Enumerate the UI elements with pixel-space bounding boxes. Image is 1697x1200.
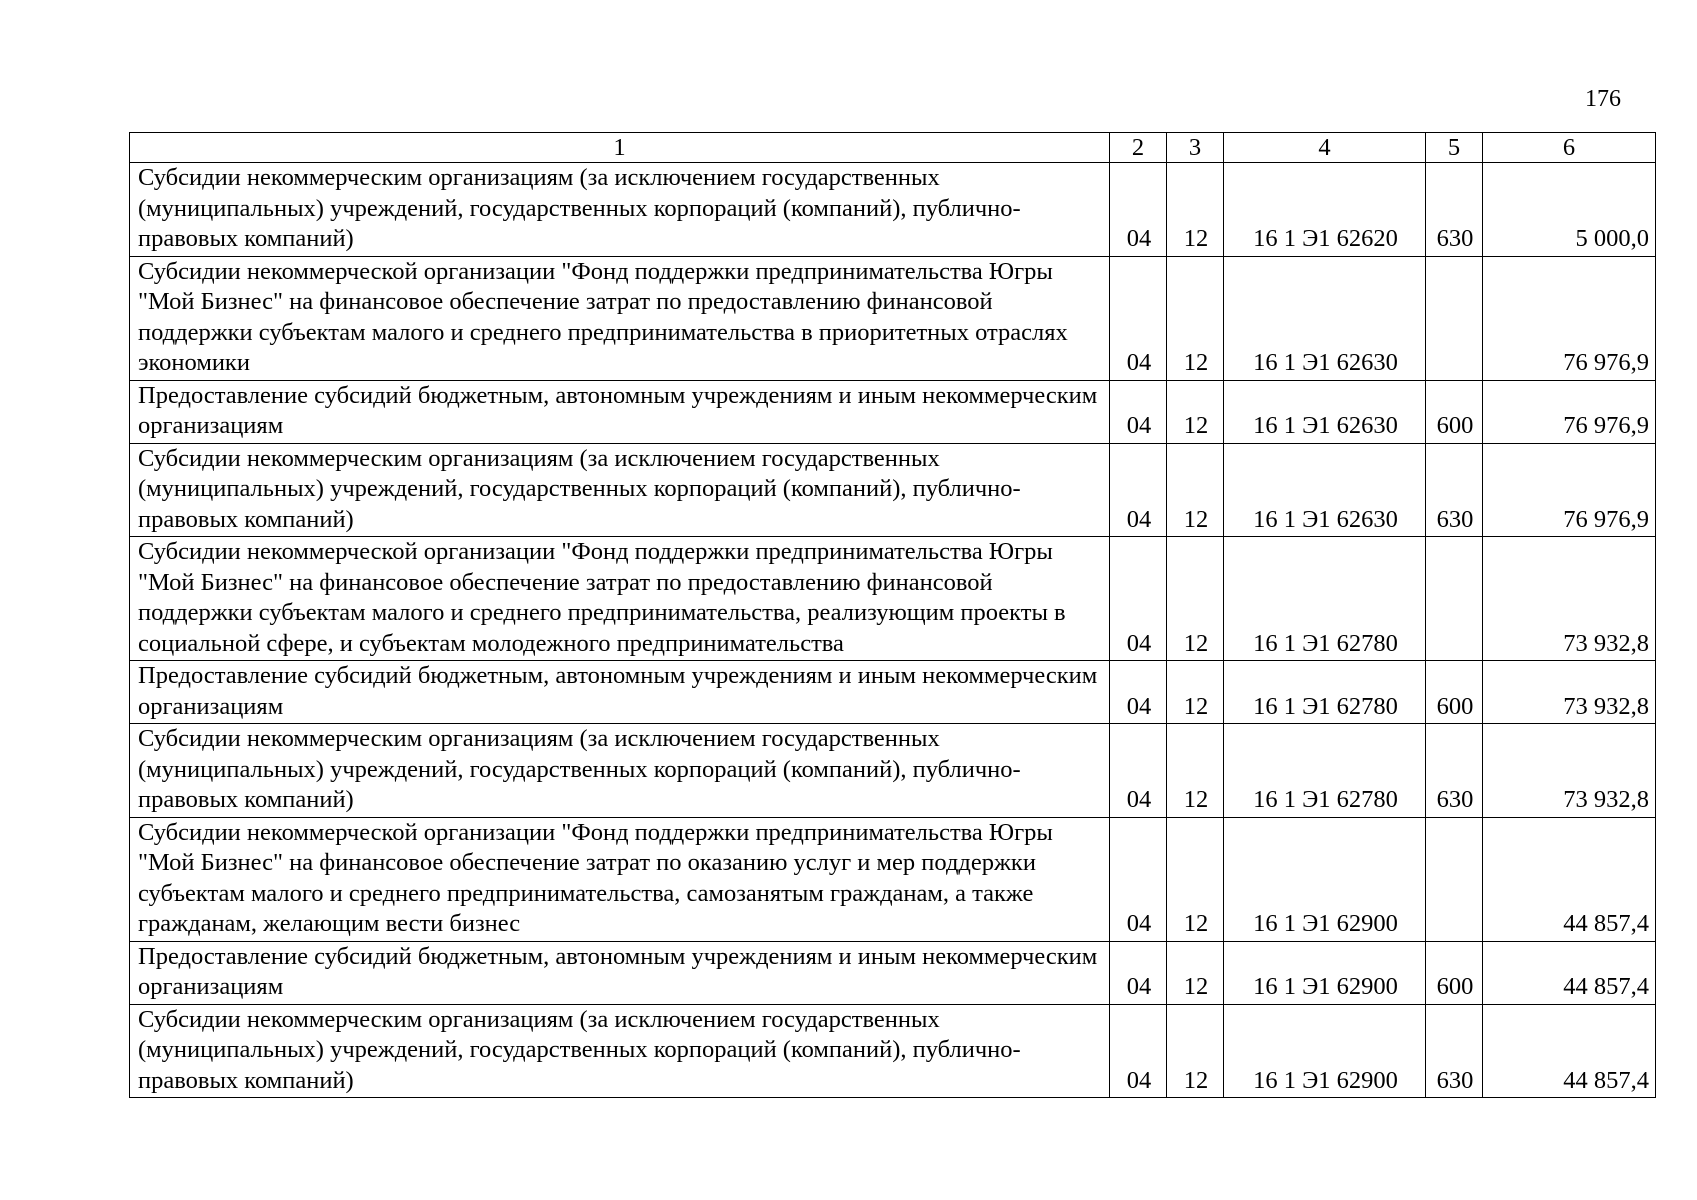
table-row	[130, 163, 1656, 257]
row-subsection: 12	[1167, 1004, 1224, 1098]
table-row	[130, 661, 1656, 724]
row-section: 04	[1110, 1004, 1167, 1098]
column-header: 5	[1426, 133, 1483, 163]
row-expense-type	[1426, 256, 1483, 380]
row-subsection: 12	[1167, 537, 1224, 661]
row-name: Субсидии некоммерческим организациям (за исключением государственных (муниципальных) учреждений, государственных корпораций (компаний), публично-правовых компаний)	[130, 724, 1110, 818]
table-row	[130, 256, 1656, 380]
row-target-article: 16 1 Э1 62630	[1224, 256, 1426, 380]
row-name: Субсидии некоммерческой организации "Фонд поддержки предпринимательства Югры "Мой Бизнес" на финансовое обеспечение затрат по предоставлению финансовой поддержки субъектам малого и среднего предпринимательства в приоритетных отраслях экономики	[130, 256, 1110, 380]
row-target-article: 16 1 Э1 62620	[1224, 163, 1426, 257]
column-header: 1	[130, 133, 1110, 163]
column-header: 2	[1110, 133, 1167, 163]
table-row	[130, 1004, 1656, 1098]
row-amount: 73 932,8	[1483, 661, 1656, 724]
row-subsection: 12	[1167, 380, 1224, 443]
row-expense-type: 600	[1426, 380, 1483, 443]
row-section: 04	[1110, 661, 1167, 724]
row-expense-type: 600	[1426, 661, 1483, 724]
budget-table	[129, 132, 1656, 1098]
row-section: 04	[1110, 724, 1167, 818]
row-subsection: 12	[1167, 941, 1224, 1004]
row-name: Предоставление субсидий бюджетным, автономным учреждениям и иным некоммерческим организациям	[130, 941, 1110, 1004]
row-amount: 73 932,8	[1483, 724, 1656, 818]
row-section: 04	[1110, 380, 1167, 443]
row-amount: 44 857,4	[1483, 941, 1656, 1004]
row-amount: 76 976,9	[1483, 256, 1656, 380]
column-header: 4	[1224, 133, 1426, 163]
row-expense-type: 630	[1426, 163, 1483, 257]
row-name: Предоставление субсидий бюджетным, автономным учреждениям и иным некоммерческим организациям	[130, 380, 1110, 443]
row-target-article: 16 1 Э1 62780	[1224, 537, 1426, 661]
row-expense-type: 630	[1426, 724, 1483, 818]
table-row	[130, 443, 1656, 537]
row-subsection: 12	[1167, 163, 1224, 257]
row-amount: 44 857,4	[1483, 817, 1656, 941]
column-header: 3	[1167, 133, 1224, 163]
page-number: 176	[1585, 86, 1621, 112]
table-row	[130, 537, 1656, 661]
row-target-article: 16 1 Э1 62630	[1224, 380, 1426, 443]
row-amount: 73 932,8	[1483, 537, 1656, 661]
row-section: 04	[1110, 817, 1167, 941]
row-section: 04	[1110, 163, 1167, 257]
row-name: Субсидии некоммерческой организации "Фонд поддержки предпринимательства Югры "Мой Бизнес" на финансовое обеспечение затрат по предоставлению финансовой поддержки субъектам малого и среднего предпринимательства, реализующим проекты в социальной сфере, и субъектам молодежного предпринимательства	[130, 537, 1110, 661]
row-section: 04	[1110, 443, 1167, 537]
row-expense-type	[1426, 817, 1483, 941]
row-target-article: 16 1 Э1 62900	[1224, 817, 1426, 941]
row-section: 04	[1110, 537, 1167, 661]
table-row	[130, 724, 1656, 818]
row-target-article: 16 1 Э1 62630	[1224, 443, 1426, 537]
column-header: 6	[1483, 133, 1656, 163]
row-target-article: 16 1 Э1 62780	[1224, 661, 1426, 724]
row-amount: 76 976,9	[1483, 380, 1656, 443]
table-row	[130, 941, 1656, 1004]
row-amount: 5 000,0	[1483, 163, 1656, 257]
row-subsection: 12	[1167, 817, 1224, 941]
row-name: Субсидии некоммерческим организациям (за исключением государственных (муниципальных) учреждений, государственных корпораций (компаний), публично-правовых компаний)	[130, 443, 1110, 537]
row-expense-type: 630	[1426, 1004, 1483, 1098]
row-expense-type: 600	[1426, 941, 1483, 1004]
row-amount: 76 976,9	[1483, 443, 1656, 537]
row-section: 04	[1110, 941, 1167, 1004]
table-row	[130, 380, 1656, 443]
row-subsection: 12	[1167, 443, 1224, 537]
row-subsection: 12	[1167, 256, 1224, 380]
row-name: Субсидии некоммерческой организации "Фонд поддержки предпринимательства Югры "Мой Бизнес" на финансовое обеспечение затрат по оказанию услуг и мер поддержки субъектам малого и среднего предпринимательства, самозанятым гражданам, а также гражданам, желающим вести бизнес	[130, 817, 1110, 941]
row-subsection: 12	[1167, 661, 1224, 724]
row-name: Субсидии некоммерческим организациям (за исключением государственных (муниципальных) учреждений, государственных корпораций (компаний), публично-правовых компаний)	[130, 163, 1110, 257]
table-header-row	[130, 133, 1656, 163]
row-target-article: 16 1 Э1 62780	[1224, 724, 1426, 818]
row-target-article: 16 1 Э1 62900	[1224, 941, 1426, 1004]
row-section: 04	[1110, 256, 1167, 380]
table-row	[130, 817, 1656, 941]
row-expense-type	[1426, 537, 1483, 661]
row-expense-type: 630	[1426, 443, 1483, 537]
row-target-article: 16 1 Э1 62900	[1224, 1004, 1426, 1098]
row-subsection: 12	[1167, 724, 1224, 818]
row-name: Субсидии некоммерческим организациям (за исключением государственных (муниципальных) учреждений, государственных корпораций (компаний), публично-правовых компаний)	[130, 1004, 1110, 1098]
row-amount: 44 857,4	[1483, 1004, 1656, 1098]
row-name: Предоставление субсидий бюджетным, автономным учреждениям и иным некоммерческим организациям	[130, 661, 1110, 724]
